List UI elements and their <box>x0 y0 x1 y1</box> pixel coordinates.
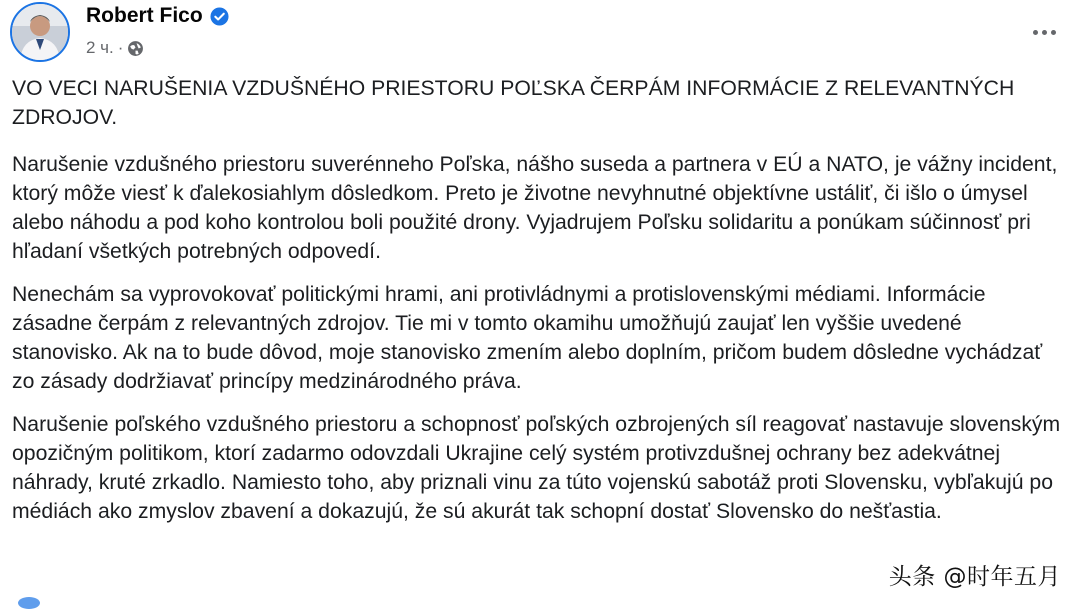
avatar[interactable] <box>10 2 70 62</box>
reaction-icon <box>18 597 40 609</box>
post-paragraph: Narušenie vzdušného priestoru suverénneho Poľska, nášho suseda a partnera v EÚ a NATO, je vážny incident, ktorý môže viesť k ďalekosiahlym dôsledkom. Preto je životne nevyhnutné objektívne ustáliť, či išlo o úmysel alebo náhodu a pod koho kontrolou boli použité drony. Vyjadrujem Poľsku solidaritu a ponúkam súčinnosť pri hľadaní všetkých potrebných odpovedí. <box>12 153 1058 263</box>
post-time[interactable]: 2 ч. <box>86 38 114 57</box>
avatar-image <box>12 4 68 60</box>
more-options-button[interactable] <box>1026 14 1062 50</box>
post-body <box>12 74 1062 540</box>
verified-badge-icon <box>210 7 229 26</box>
watermark: 头条 @时年五月 <box>888 564 1061 590</box>
dot-icon <box>1042 30 1047 35</box>
post-paragraph: Narušenie poľského vzdušného priestoru a schopnosť poľských ozbrojených síl reagovať nastavuje slovenským opozičným politikom, ktorí zadarmo odovzdali Ukrajine celý systém protivzdušnej ochrany bez adekvátnej náhrady, kruté zrkadlo. Namiesto toho, aby priznali vinu za túto vojenskú sabotáž proti Slovensku, vybľakujú po médiách ako zmyslov zbavení a dokazujú, že sú akurát tak schopní dostať Slovensko do nešťastia. <box>12 413 1061 523</box>
author-name[interactable]: Robert Fico <box>86 4 203 27</box>
meta-separator: · <box>117 38 124 57</box>
dot-icon <box>1051 30 1056 35</box>
dot-icon <box>1033 30 1038 35</box>
post-title: VO VECI NARUŠENIA VZDUŠNÉHO PRIESTORU POĽSKA ČERPÁM INFORMÁCIE Z RELEVANTNÝCH ZDROJOV. <box>12 77 1015 129</box>
author-row <box>86 4 229 28</box>
post-header <box>10 2 1070 64</box>
globe-icon <box>127 40 144 57</box>
post-paragraph: Nenechám sa vyprovokovať politickými hrami, ani protivládnymi a protislovenskými médiami. Informácie zásadne čerpám z relevantných zdrojov. Tie mi v tomto okamihu umožňujú zaujať len vyššie uvedené stanovisko. Ak na to bude dôvod, moje stanovisko zmením alebo doplním, pričom budem dôsledne vychádzať zo zásady dodržiavať princípy medzinárodného práva. <box>12 283 1043 393</box>
post-meta <box>86 38 144 58</box>
